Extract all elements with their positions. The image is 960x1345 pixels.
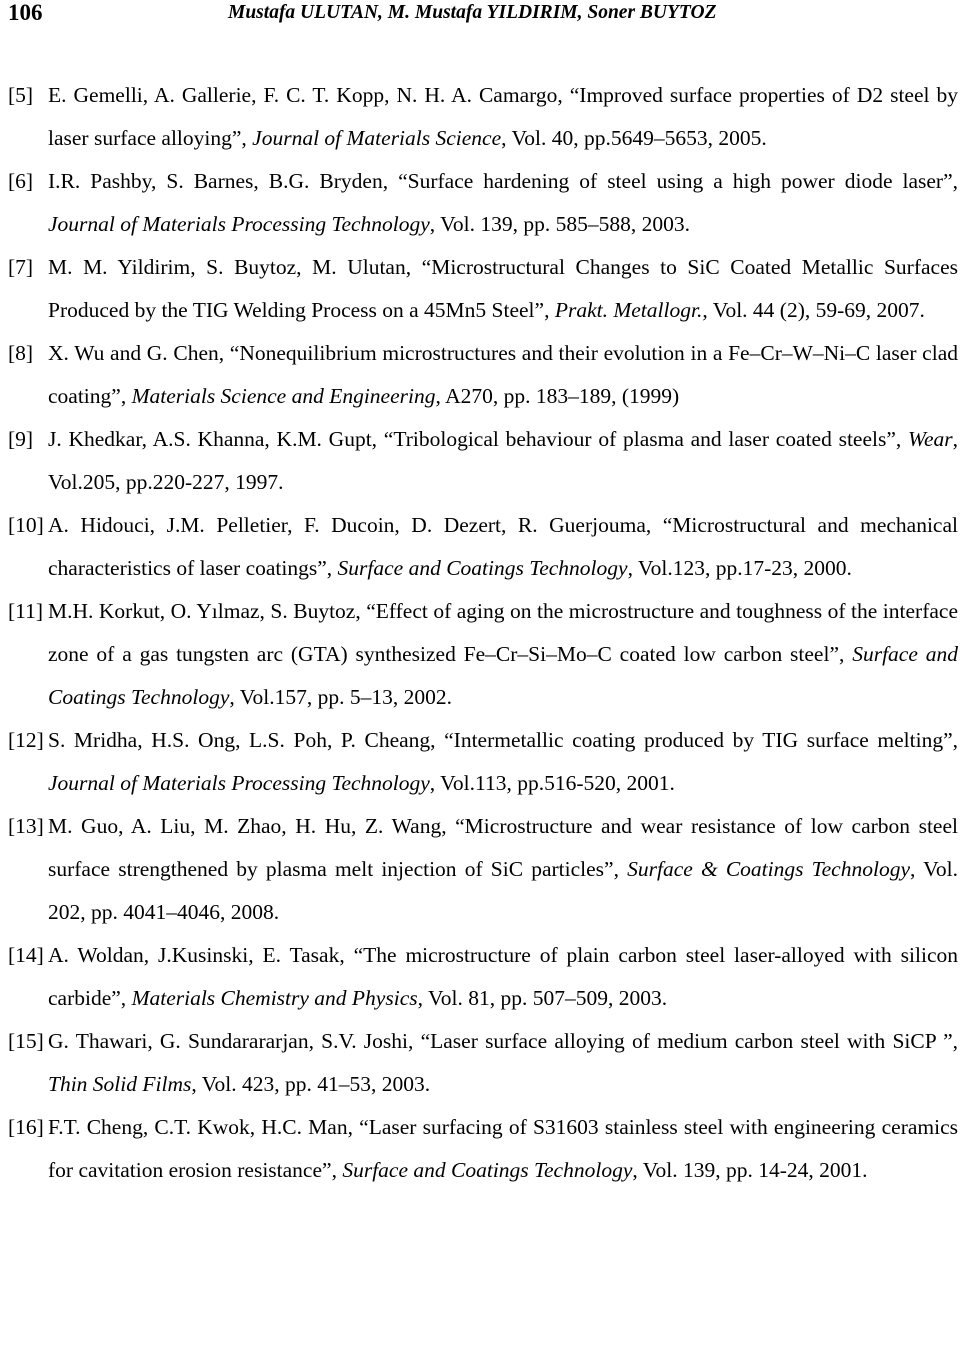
page-number: 106: [8, 0, 43, 25]
reference-item: [8, 1020, 958, 1106]
reference-text-segment: I.R. Pashby, S. Barnes, B.G. Bryden, “Surface hardening of steel using a high power diode laser”,: [48, 169, 958, 193]
reference-text: [48, 427, 958, 494]
reference-text: [48, 728, 958, 795]
reference-text-segment: , A270, pp. 183–189, (1999): [435, 384, 680, 408]
reference-item: [8, 74, 958, 160]
reference-source-title: Surface and Coatings Technology: [337, 556, 628, 580]
reference-text-segment: , Vol.157, pp. 5–13, 2002.: [229, 685, 452, 709]
reference-text-segment: , Vol. 44 (2), 59-69, 2007.: [702, 298, 925, 322]
reference-text-segment: , Vol.123, pp.17-23, 2000.: [627, 556, 852, 580]
reference-text: [48, 255, 958, 322]
running-head: Mustafa ULUTAN, M. Mustafa YILDIRIM, Soner BUYTOZ: [228, 2, 717, 23]
reference-source-title: Materials Chemistry and Physics: [131, 986, 418, 1010]
reference-text-segment: M. M. Yildirim, S. Buytoz, M. Ulutan, “Microstructural Changes to SiC Coated Metallic Surfaces Produced by the TIG Welding Process on a 45Mn5 Steel”,: [48, 255, 958, 322]
reference-source-title: Materials Science and Engineering: [131, 384, 436, 408]
reference-list: [8, 74, 958, 1192]
reference-source-title: Surface and Coatings Technology: [342, 1158, 633, 1182]
reference-item: [8, 504, 958, 590]
reference-text: [48, 83, 958, 150]
reference-text-segment: , Vol. 81, pp. 507–509, 2003.: [417, 986, 668, 1010]
reference-label: [8]: [8, 341, 34, 365]
reference-text-segment: M. Guo, A. Liu, M. Zhao, H. Hu, Z. Wang, “Microstructure and wear resistance of low carbon steel surface strengthened by plasma melt injection of SiC particles”,: [48, 814, 958, 881]
reference-source-title: Journal of Materials Processing Technology: [48, 771, 430, 795]
reference-text-segment: F.T. Cheng, C.T. Kwok, H.C. Man, “Laser surfacing of S31603 stainless steel with engineering ceramics for cavitation erosion resistance”,: [48, 1115, 958, 1182]
reference-source-title: Wear: [908, 427, 953, 451]
reference-text: [48, 943, 958, 1010]
reference-label: [13]: [8, 814, 44, 838]
reference-label: [9]: [8, 427, 34, 451]
reference-text: [48, 599, 958, 709]
reference-text-segment: A. Woldan, J.Kusinski, E. Tasak, “The microstructure of plain carbon steel laser-alloyed with silicon carbide”,: [48, 943, 958, 1010]
reference-item: [8, 246, 958, 332]
page-header: [0, 0, 960, 30]
reference-text: [48, 341, 958, 408]
reference-item: [8, 1106, 958, 1192]
reference-label: [14]: [8, 943, 44, 967]
reference-text-segment: G. Thawari, G. Sundarararjan, S.V. Joshi, “Laser surface alloying of medium carbon steel with SiCP ”,: [48, 1029, 958, 1053]
reference-text-segment: M.H. Korkut, O. Yılmaz, S. Buytoz, “Effect of aging on the microstructure and toughness of the interface zone of a gas tungsten arc (GTA) synthesized Fe–Cr–Si–Mo–C coated low carbon steel”,: [48, 599, 958, 666]
reference-item: [8, 332, 958, 418]
reference-source-title: Surface and Coatings Technology: [48, 642, 958, 709]
reference-text-segment: , Vol. 139, pp. 585–588, 2003.: [429, 212, 691, 236]
reference-source-title: Journal of Materials Science: [252, 126, 502, 150]
reference-label: [11]: [8, 599, 44, 623]
reference-item: [8, 805, 958, 934]
reference-label: [10]: [8, 513, 44, 537]
reference-item: [8, 418, 958, 504]
reference-item: [8, 934, 958, 1020]
reference-text: [48, 169, 958, 236]
reference-label: [5]: [8, 83, 34, 107]
reference-label: [7]: [8, 255, 34, 279]
reference-source-title: Journal of Materials Processing Technology: [48, 212, 430, 236]
reference-source-title: Thin Solid Films: [48, 1072, 192, 1096]
reference-text-segment: , Vol. 423, pp. 41–53, 2003.: [191, 1072, 431, 1096]
reference-label: [6]: [8, 169, 34, 193]
reference-text-segment: , Vol.205, pp.220-227, 1997.: [48, 427, 958, 494]
reference-text-segment: E. Gemelli, A. Gallerie, F. C. T. Kopp, N. H. A. Camargo, “Improved surface properties of D2 steel by laser surface alloying”,: [48, 83, 958, 150]
reference-text-segment: , Vol. 139, pp. 14-24, 2001.: [632, 1158, 868, 1182]
reference-text: [48, 1029, 958, 1096]
reference-item: [8, 719, 958, 805]
reference-source-title: Surface & Coatings Technology: [627, 857, 910, 881]
reference-label: [16]: [8, 1115, 44, 1139]
reference-label: [15]: [8, 1029, 44, 1053]
reference-item: [8, 160, 958, 246]
reference-text-segment: , Vol.113, pp.516-520, 2001.: [429, 771, 675, 795]
reference-text-segment: A. Hidouci, J.M. Pelletier, F. Ducoin, D. Dezert, R. Guerjouma, “Microstructural and mechanical characteristics of laser coatings”,: [48, 513, 958, 580]
reference-text: [48, 513, 958, 580]
reference-text: [48, 814, 958, 924]
reference-text-segment: X. Wu and G. Chen, “Nonequilibrium microstructures and their evolution in a Fe–Cr–W–Ni–C laser clad coating”,: [48, 341, 958, 408]
reference-label: [12]: [8, 728, 44, 752]
reference-source-title: Prakt. Metallogr.: [554, 298, 703, 322]
reference-text: [48, 1115, 958, 1182]
reference-text-segment: J. Khedkar, A.S. Khanna, K.M. Gupt, “Tribological behaviour of plasma and laser coated steels”,: [48, 427, 909, 451]
reference-item: [8, 590, 958, 719]
reference-text-segment: S. Mridha, H.S. Ong, L.S. Poh, P. Cheang, “Intermetallic coating produced by TIG surface melting”,: [48, 728, 958, 752]
reference-text-segment: , Vol. 202, pp. 4041–4046, 2008.: [48, 857, 958, 924]
reference-text-segment: , Vol. 40, pp.5649–5653, 2005.: [501, 126, 767, 150]
